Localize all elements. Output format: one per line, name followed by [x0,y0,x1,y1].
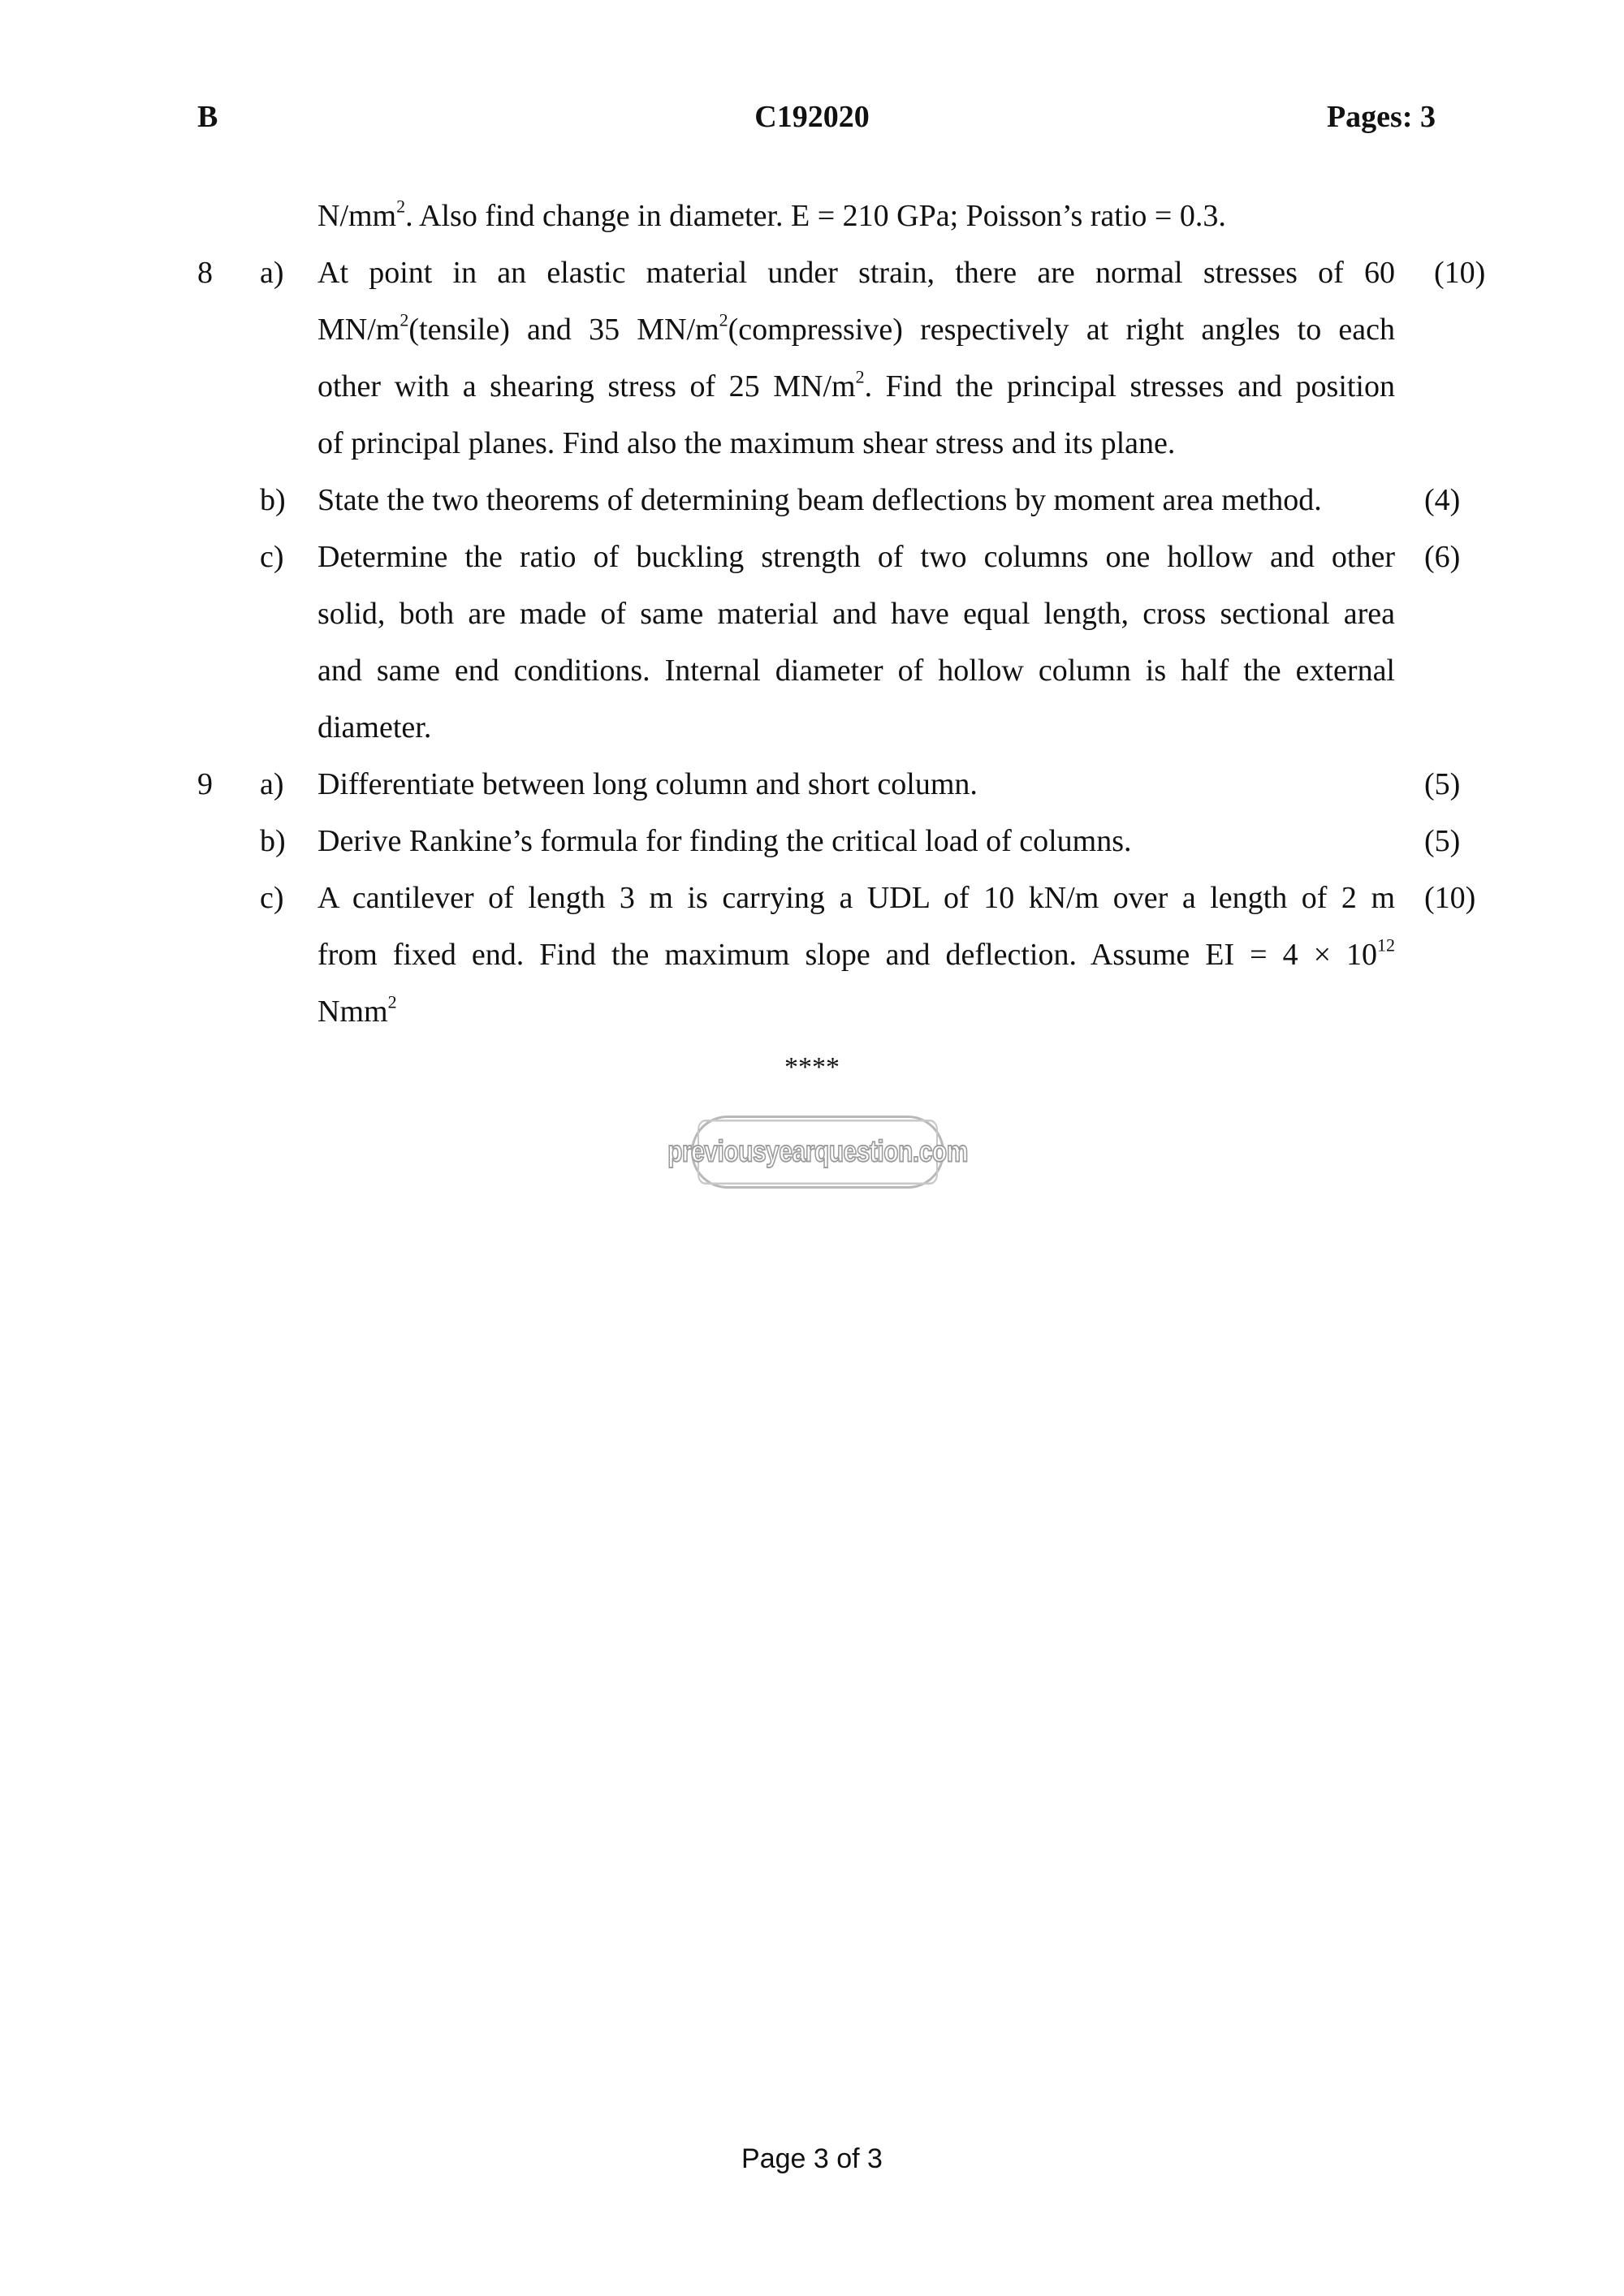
q8c-line-1: Determine the ratio of buckling strength of two columns one hollow and other [317,540,1395,574]
q8c-line-4: diameter. [317,710,432,744]
q8a-marks: (10) [1434,256,1486,290]
q9a-marks: (5) [1424,767,1461,801]
q8c-marks: (6) [1424,540,1461,574]
page-count: Pages: 3 [1326,100,1436,134]
paper-code: C192020 [754,100,870,134]
q8b-marks: (4) [1424,483,1461,517]
q9c-line-2: from fixed end. Find the maximum slope and deflection. Assume EI = $4 \times 10^{12}$ [317,934,1395,972]
q9-part-b-label: b) [260,824,286,858]
q9c-marks: (10) [1424,881,1476,915]
q9c-line-3: Nmm$^2$ [317,991,397,1029]
watermark-logo [667,1116,968,1189]
q8-part-a-label: a) [260,256,284,290]
q9a-line-1: Differentiate between long column and short column. [317,767,978,801]
question-number-8: 8 [197,256,213,290]
q9-part-c-label: c) [260,881,284,915]
q8a-line-4: of principal planes. Find also the maximum shear stress and its plane. [317,426,1176,460]
q9-part-a-label: a) [260,767,284,801]
page-footer: Page 3 of 3 [741,2143,883,2174]
q8c-line-3: and same end conditions. Internal diameter of hollow column is half the external [317,654,1395,688]
q9c-line-1: A cantilever of length 3 m is carrying a UDL of 10 kN/m over a length of 2 m [317,881,1395,915]
q8a-line-1: At point in an elastic material under strain, there are normal stresses of 60 [317,256,1395,290]
end-marker: **** [784,1052,840,1082]
q9b-line-1: Derive Rankine’s formula for finding the critical load of columns. [317,824,1132,858]
q8-part-c-label: c) [260,540,284,574]
q8a-line-2: $MN/m^2(tensile)$ and 35 $MN/m^2(compressive)$ respectively at right angles to each [317,309,1396,347]
q8b-line-1: State the two theorems of determining beam deflections by moment area method. [317,483,1322,517]
question-number-9: 9 [197,767,213,801]
continuation-line: $N/mm^2$. Also find change in diameter. E = 210 GPa; Poisson’s ratio = 0.3. [317,196,1226,233]
q8c-line-2: solid, both are made of same material and have equal length, cross sectional area [317,597,1395,631]
q8-part-b-label: b) [260,483,286,517]
set-label: B [197,100,218,134]
watermark-text: previousyearquestion.com [698,1120,938,1185]
q9b-marks: (5) [1424,824,1461,858]
q8a-line-3: other with a shearing stress of 25 $MN/m^2$. Find the principal stresses and position [317,366,1395,404]
